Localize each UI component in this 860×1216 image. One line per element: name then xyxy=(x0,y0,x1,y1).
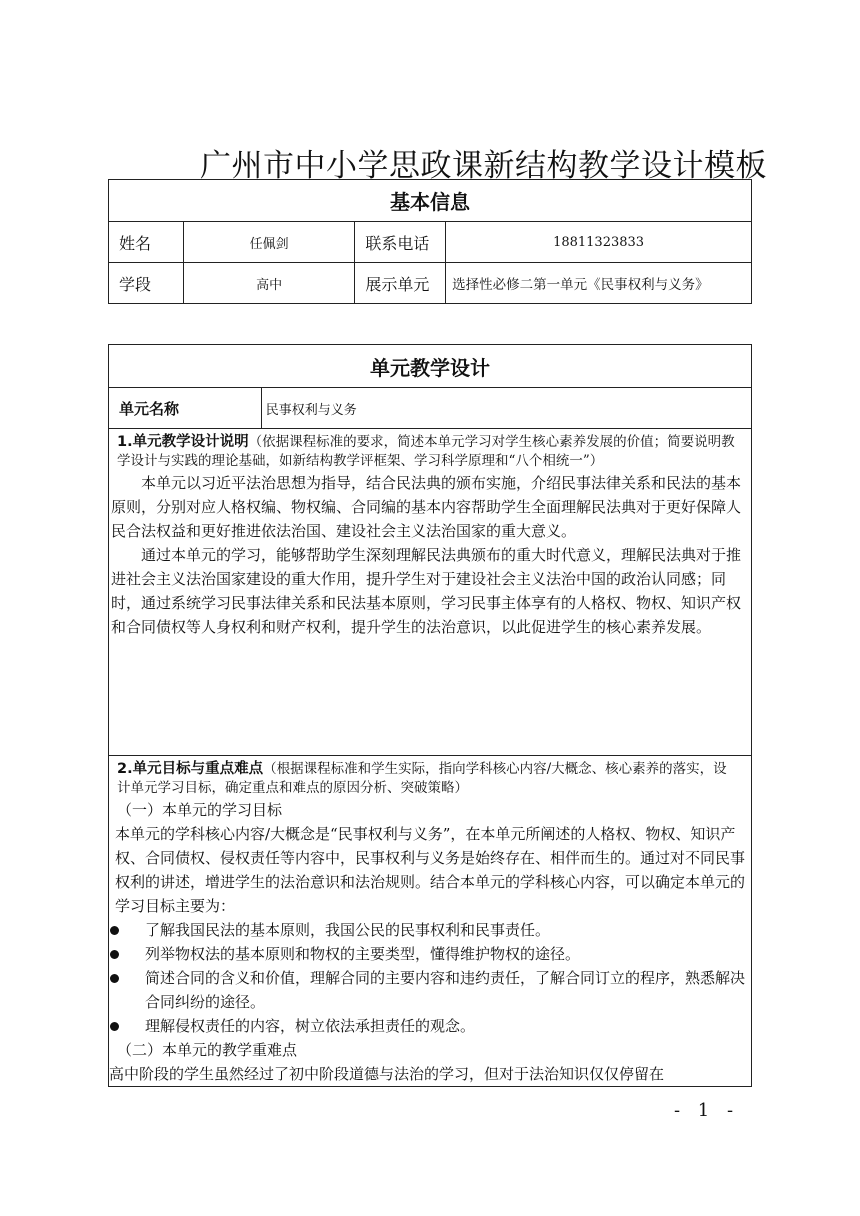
unit-design-table xyxy=(108,344,752,1087)
design-description-section xyxy=(109,429,752,756)
list-item xyxy=(109,942,749,966)
section1-heading: 1.单元教学设计说明 xyxy=(117,434,249,450)
page-number: - 1 - xyxy=(674,1100,740,1121)
objective-text: 了解我国民法的基本原则，我国公民的民事权利和民事责任。 xyxy=(145,921,551,939)
objective-text: 理解侵权责任的内容，树立依法承担责任的观念。 xyxy=(145,1017,476,1035)
phone-label: 联系电话 xyxy=(355,222,446,263)
name-value: 任佩剑 xyxy=(183,222,354,263)
basic-info-heading: 基本信息 xyxy=(109,180,752,222)
name-label: 姓名 xyxy=(109,222,184,263)
unit-value: 选择性必修二第一单元《民事权利与义务》 xyxy=(446,263,752,304)
difficulties-subheading: （二）本单元的教学重难点 xyxy=(117,1041,298,1059)
phone-value: 18811323833 xyxy=(446,222,752,263)
objectives-subheading: （一）本单元的学习目标 xyxy=(117,801,283,819)
objective-text: 列举物权法的基本原则和物权的主要类型，懂得维护物权的途径。 xyxy=(145,945,581,963)
section1-note: （依据课程标准的要求，简述本单元学习对学生核心素养发展的价值；简要说明教学设计与实践的理论基础，如新结构教学评框架、学习科学原理和“八个相统一”） xyxy=(117,434,735,469)
bullet-icon xyxy=(110,1022,119,1031)
bullet-icon xyxy=(110,950,119,959)
objective-text: 简述合同的含义和价值，理解合同的主要内容和违约责任，了解合同订立的程序，熟悉解决合同纠纷的途径。 xyxy=(145,969,746,1011)
stage-value: 高中 xyxy=(183,263,354,304)
section2-intro xyxy=(109,760,749,798)
objectives-section xyxy=(109,756,752,1087)
section2-note: （根据课程标准和学生实际，指向学科核心内容/大概念、核心素养的落实，设计单元学习目标，确定重点和难点的原因分析、突破策略） xyxy=(117,761,727,796)
bullet-icon xyxy=(110,926,119,935)
difficulties-text: 高中阶段的学生虽然经过了初中阶段道德与法治的学习，但对于法治知识仅仅停留在 xyxy=(109,1065,665,1083)
bullet-icon xyxy=(110,974,119,983)
list-item xyxy=(109,918,749,942)
objectives-list xyxy=(109,918,749,1038)
section2-heading: 2.单元目标与重点难点 xyxy=(117,761,264,777)
unit-name-label: 单元名称 xyxy=(109,388,262,429)
basic-info-table xyxy=(108,179,752,304)
unit-design-heading: 单元教学设计 xyxy=(109,345,752,388)
objectives-paragraph: 本单元的学科核心内容/大概念是“民事权利与义务”，在本单元所阐述的人格权、物权、知识产权、合同债权、侵权责任等内容中，民事权利与义务是始终存在、相伴而生的。通过对不同民事权利的讲述，增进学生的法治意识和法治规则。结合本单元的学科核心内容，可以确定本单元的学习目标主要为： xyxy=(115,825,746,915)
section1-paragraph-1: 本单元以习近平法治思想为指导，结合民法典的颁布实施，介绍民事法律关系和民法的基本原则，分别对应人格权编、物权编、合同编的基本内容帮助学生全面理解民法典对于更好保障人民合法权益和更好推进依法治国、建设社会主义法治国家的重大意义。 xyxy=(111,474,742,540)
stage-label: 学段 xyxy=(109,263,184,304)
document-title: 广州市中小学思政课新结构教学设计模板 xyxy=(200,148,767,184)
section1-paragraph-2: 通过本单元的学习，能够帮助学生深刻理解民法典颁布的重大时代意义，理解民法典对于推进社会主义法治国家建设的重大作用，提升学生对于建设社会主义法治中国的政治认同感；同时，通过系统学习民事法律关系和民法基本原则，学习民事主体享有的人格权、物权、知识产权和合同债权等人身权利和财产权利，提升学生的法治意识，以此促进学生的核心素养发展。 xyxy=(111,546,742,636)
list-item xyxy=(109,966,749,1014)
unit-name-value: 民事权利与义务 xyxy=(261,388,751,429)
list-item xyxy=(109,1014,749,1038)
unit-label: 展示单元 xyxy=(355,263,446,304)
section1-intro xyxy=(111,433,749,471)
